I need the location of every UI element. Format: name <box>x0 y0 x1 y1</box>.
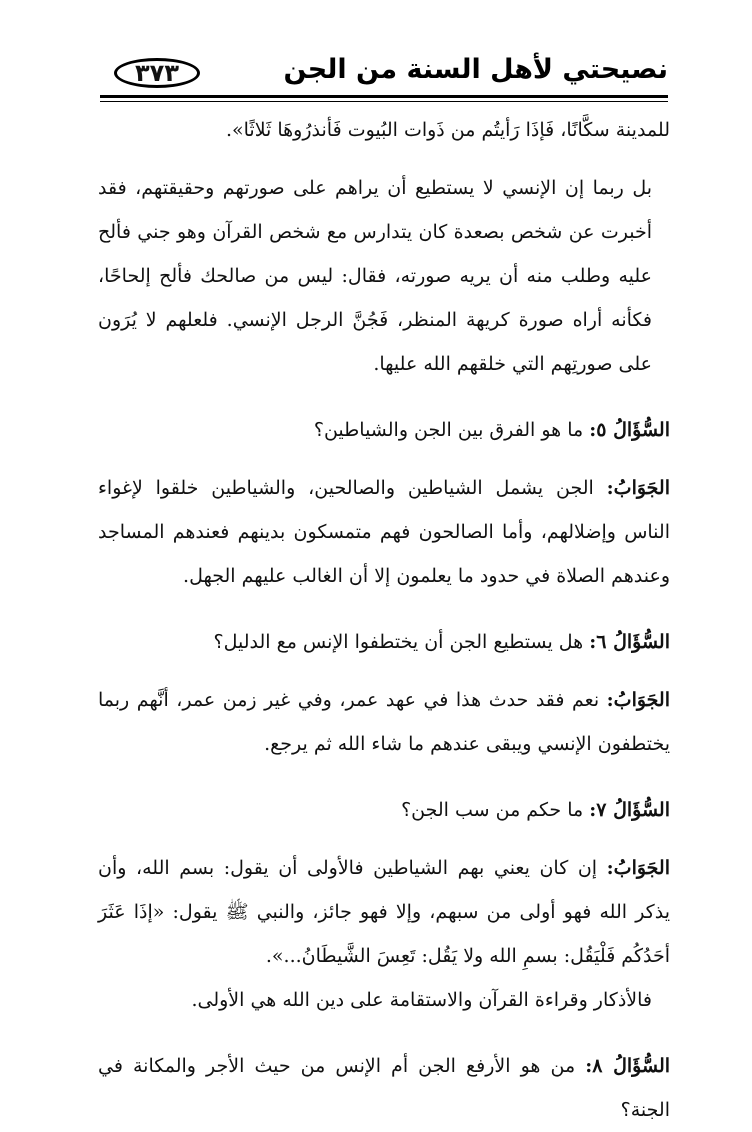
answer-5-text: الجن يشمل الشياطين والصالحين، والشياطين خلقوا لإغواء الناس وإضلالهم، وأما الصالحون فهم متمسكون بدينهم فعندهم المساجد وعندهم الصلاة في حدود ما يعلمون إلا أن الغالب عليهم الجهل. <box>98 477 670 587</box>
answer-6 <box>98 678 670 766</box>
header-rule-thin <box>100 101 668 102</box>
question-6-label: السُّؤَالُ ٦: <box>589 631 670 653</box>
paragraph-hadith-end: للمدينة سكَّانًا، فَإذَا رَأيتُم من ذَوات البُيوت فَأنذرُوهَا ثَلاثًا». <box>225 119 670 141</box>
paragraph-adhkar: فالأذكار وقراءة القرآن والاستقامة على دين الله هي الأولى. <box>191 989 652 1011</box>
question-8 <box>98 1044 670 1132</box>
answer-7 <box>98 846 670 978</box>
question-5-text: ما هو الفرق بين الجن والشياطين؟ <box>313 419 584 441</box>
question-7-label: السُّؤَالُ ٧: <box>589 799 670 821</box>
answer-5 <box>98 466 670 598</box>
answer-7-text: إن كان يعني بهم الشياطين فالأولى أن يقول: بسم الله، وأن يذكر الله فهو أولى من سبهم، وإلا فهو جائز، والنبي ﷺ يقول: «إذَا عَثَرَ أحَدُكُم فَلْيَقُل: بسمِ الله ولا يَقُل: تَعِسَ الشَّيطَانُ...». <box>98 857 670 967</box>
question-6-text: هل يستطيع الجن أن يختطفوا الإنس مع الدليل؟ <box>213 631 584 653</box>
answer-6-label: الجَوَابُ: <box>606 689 670 711</box>
question-8-text: من هو الأرفع الجن أم الإنس من حيث الأجر والمكانة في الجنة؟ <box>98 1055 670 1121</box>
paragraph-jinn-form: بل ربما إن الإنسي لا يستطيع أن يراهم على صورتهم وحقيقتهم، فقد أخبرت عن شخص بصعدة كان يتدارس مع شخص القرآن وهو جني فألح عليه وطلب منه أن يريه صورته، فقال: ليس من صالحك فألح إلحاحًا، فكأنه أراه صورة كريهة المنظر، فَجُنَّ الرجل الإنسي. فلعلهم لا يُرَون على صورتِهم التي خلقهم الله عليها. <box>98 177 652 375</box>
answer-5-label: الجَوَابُ: <box>606 477 670 499</box>
running-title: نصيحتي لأهل السنة من الجن <box>283 54 668 85</box>
question-7 <box>98 788 670 832</box>
page-body <box>98 108 670 1132</box>
question-5 <box>98 408 670 452</box>
answer-7-label: الجَوَابُ: <box>606 857 670 879</box>
question-6 <box>98 620 670 664</box>
question-8-label: السُّؤَالُ ٨: <box>585 1055 671 1077</box>
question-5-label: السُّؤَالُ ٥: <box>589 419 670 441</box>
question-7-text: ما حكم من سب الجن؟ <box>401 799 584 821</box>
page-number-badge <box>114 58 200 88</box>
header-rule-thick <box>100 95 668 98</box>
page-number: ٣٧٣ <box>135 59 179 87</box>
answer-6-text: نعم فقد حدث هذا في عهد عمر، وفي غير زمن عمر، أنَّهم ربما يختطفون الإنسي ويبقى عندهم ما شاء الله ثم يرجع. <box>98 689 670 755</box>
page-header <box>100 52 668 96</box>
